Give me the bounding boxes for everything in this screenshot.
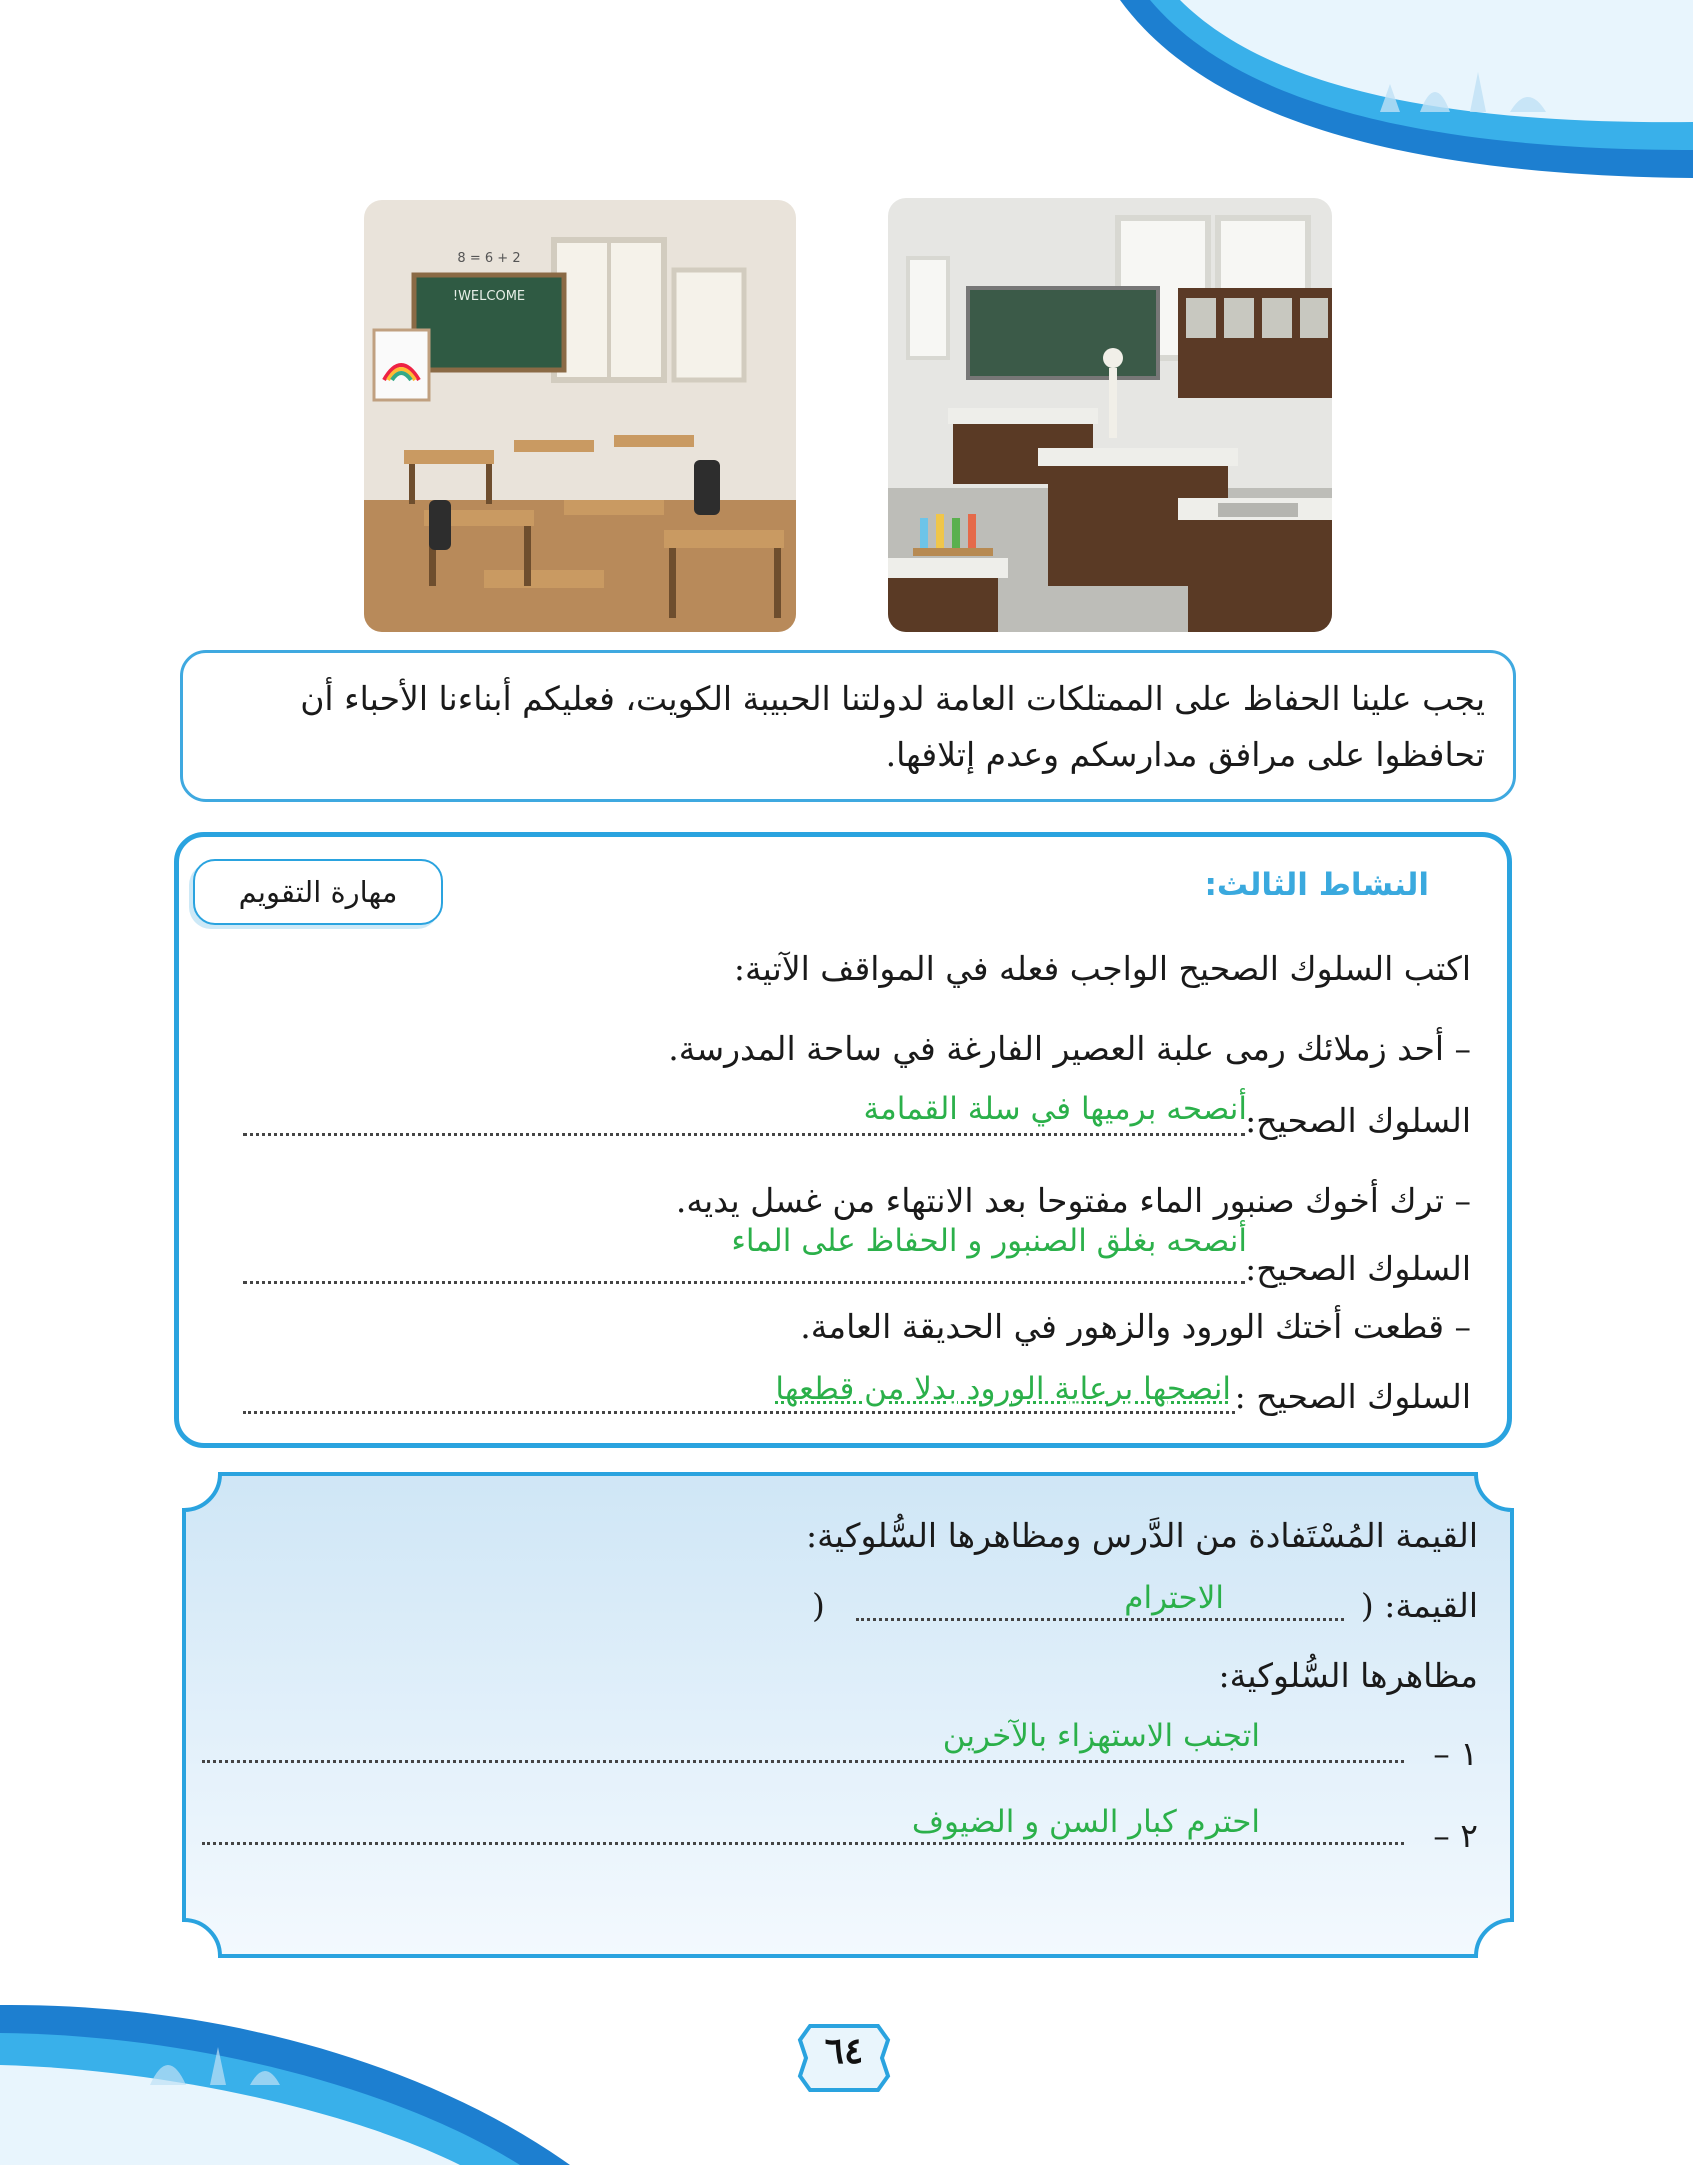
situation-1-label: السلوك الصحيح: xyxy=(1245,1101,1471,1140)
value-close: ) xyxy=(812,1586,825,1625)
classroom-photo xyxy=(364,200,796,632)
situation-1-answer: أنصحه برميها في سلة القمامة xyxy=(863,1091,1247,1127)
page-number-badge xyxy=(796,2022,892,2094)
activity-box xyxy=(174,832,1512,1448)
intro-box xyxy=(180,650,1516,802)
activity-title: النشاط الثالث: xyxy=(1204,867,1429,903)
value-answer-line xyxy=(856,1618,1344,1621)
situation-2-prompt: – ترك أخوك صنبور الماء مفتوحا بعد الانتهاء من غسل يديه. xyxy=(675,1181,1471,1220)
science-lab-photo xyxy=(888,198,1332,632)
page-number: ٦٤ xyxy=(824,2030,864,2072)
top-right-decoration xyxy=(1080,0,1693,190)
welcome-board-text: WELCOME! xyxy=(452,289,526,304)
manifestation-2-answer: احترم كبار السن و الضيوف xyxy=(911,1804,1260,1840)
manifestation-1-answer: اتجنب الاستهزاء بالآخرين xyxy=(942,1718,1260,1754)
manifestation-1-line xyxy=(202,1760,1404,1763)
situation-2-answer: أنصحه بغلق الصنبور و الحفاظ على الماء xyxy=(731,1223,1247,1259)
situation-1-prompt: – أحد زملائك رمى علبة العصير الفارغة في ساحة المدرسة. xyxy=(668,1029,1471,1068)
situation-3-label: السلوك الصحيح : xyxy=(1234,1377,1471,1416)
situation-3-answer: انصحها برعاية الورود بدلا من قطعها xyxy=(775,1371,1231,1407)
manifestation-2-line xyxy=(202,1842,1404,1845)
value-heading: القيمة المُسْتَفادة من الدَّرس ومظاهرها السُّلوكية: xyxy=(805,1516,1478,1555)
manifestation-1-number: ١ – xyxy=(1433,1734,1478,1773)
math-banner-text: 2 + 6 = 8 xyxy=(457,251,521,266)
bottom-left-decoration xyxy=(0,1975,620,2165)
situation-3-answer-line xyxy=(243,1411,1235,1414)
activity-instruction: اكتب السلوك الصحيح الواجب فعله في المواقف الآتية: xyxy=(733,949,1471,988)
intro-text: يجب علينا الحفاظ على الممتلكات العامة لدولتنا الحبيبة الكويت، فعليكم أبناءنا الأحباء أن تحافظوا على مرافق مدارسكم وعدم إتلافها. xyxy=(300,679,1485,774)
manifestations-label: مظاهرها السُّلوكية: xyxy=(1218,1656,1478,1695)
value-box xyxy=(180,1470,1516,1960)
skill-badge: مهارة التقويم xyxy=(193,859,443,925)
value-label: القيمة: ( xyxy=(1360,1586,1478,1625)
situation-3-prompt: – قطعت أختك الورود والزهور في الحديقة العامة. xyxy=(800,1307,1471,1346)
manifestation-2-number: ٢ – xyxy=(1433,1816,1478,1855)
value-answer: الاحترام xyxy=(1124,1580,1224,1616)
situation-2-label: السلوك الصحيح: xyxy=(1245,1249,1471,1288)
situation-2-answer-line xyxy=(243,1281,1245,1284)
situation-1-answer-line xyxy=(243,1133,1245,1136)
